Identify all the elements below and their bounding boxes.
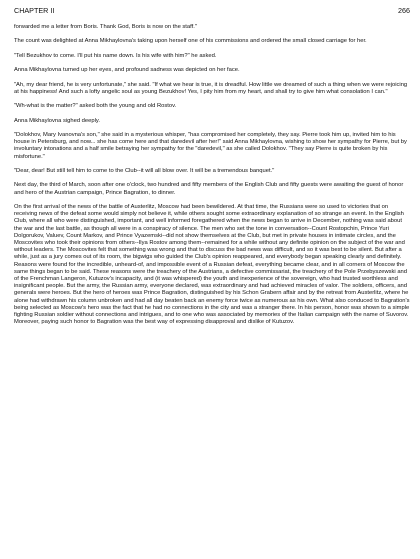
paragraph: "Dolokhov, Mary Ivanovna's son," she said in a mysterious whisper, "has compromised her completely, they say. Pierre took him up, invited him to his house in Petersburg, and now... she has come here and that daredevil after her!" said Anna Mikhaylovna, wishing to show her sympathy for Pierre, but by involuntary intonations and a half smile betraying her sympathy for the "daredevil," as she called Dolokhov. "They say Pierre is quite broken by his misfortune." <box>14 131 407 160</box>
paragraph: The count was delighted at Anna Mikhaylovna's taking upon herself one of his commissions and ordered the small closed carriage for her. <box>14 38 367 45</box>
chapter-title: CHAPTER II <box>14 6 55 15</box>
paragraph: "Tell Bezukhov to come. I'll put his name down. Is his wife with him?" he asked. <box>14 52 217 59</box>
document-body <box>14 24 410 334</box>
paragraph: forwarded me a letter from Boris. Thank God, Boris is now on the staff." <box>14 24 197 30</box>
page-number: 266 <box>398 6 410 15</box>
paragraph: Anna Mikhaylovna sighed deeply. <box>14 117 100 124</box>
paragraph: "Wh-what is the matter?" asked both the young and old Rostov. <box>14 103 177 110</box>
paragraph: On the first arrival of the news of the battle of Austerlitz, Moscow had been bewildered. At that time, the Russians were so used to victories that on receiving news of the defeat some would simply not believe it, while others sought some extraordinary explanation of so strange an event. In the English Club, where all who were distinguished, important, and well informed foregathered when the news began to arrive in December, nothing was said about the war and the last battle, as though all were in a conspiracy of silence. The men who set the tone in conversation--Count Rostopchin, Prince Yuri Dolgorukov, Valuev, Count Markov, and Prince Vyazemski--did not show themselves at the Club, but met in private houses in intimate circles, and the Moscovites who took their opinions from others--Ilya Rostov among them--remained for a while without any definite opinion on the subject of the war and without leaders. The Moscovites felt that something was wrong and that to discuss the bad news was difficult, and so it was best to be silent. But after a while, just as a jury comes out of its room, the bigwigs who guided the Club's opinion reappeared, and everybody began speaking clearly and definitely. Reasons were found for the incredible, unheard-of, and impossible event of a Russian defeat, everything became clear, and in all corners of Moscow the same things began to be said. These reasons were the treachery of the Austrians, a defective commissariat, the treachery of the Pole Przebyszewski and of the Frenchman Langeron, Kutuzov's incapacity, and (it was whispered) the youth and inexperience of the sovereign, who had trusted worthless and insignificant people. But the army, the Russian army, everyone declared, was extraordinary and had achieved miracles of valor. The soldiers, officers, and generals were heroes. But the hero of heroes was Prince Bagration, distinguished by his Schon Grabern affair and by the retreat from Austerlitz, where he alone had withdrawn his column unbroken and had all day beaten back an enemy force twice as numerous as his own. What also conduced to Bagration's being selected as Moscow's hero was the fact that he had no connections in the city and was a stranger there. In his person, honor was shown to a simple fighting Russian soldier without connections and intrigues, and to one who was associated by memories of the Italian campaign with the name of Suvorov. Moreover, paying such honor to Bagration was the best way of expressing disapproval and dislike of Kutuzov. <box>14 203 410 326</box>
page-header <box>14 6 410 15</box>
paragraph: Anna Mikhaylovna turned up her eyes, and profound sadness was depicted on her face. <box>14 67 240 74</box>
paragraph: "Ah, my dear friend, he is very unfortunate," she said. "If what we hear is true, it is dreadful. How little we dreamed of such a thing when we were rejoicing at his happiness! And such a lofty angelic soul as young Bezukhov! Yes, I pity him from my heart, and shall try to give him what consolation I can." <box>14 81 408 95</box>
paragraph: "Dear, dear! But still tell him to come to the Club--it will all blow over. It will be a tremendous banquet." <box>14 167 275 174</box>
paragraph: Next day, the third of March, soon after one o'clock, two hundred and fifty members of the English Club and fifty guests were awaiting the guest of honor and hero of the Austrian campaign, Prince Bagration, to dinner. <box>14 182 404 196</box>
